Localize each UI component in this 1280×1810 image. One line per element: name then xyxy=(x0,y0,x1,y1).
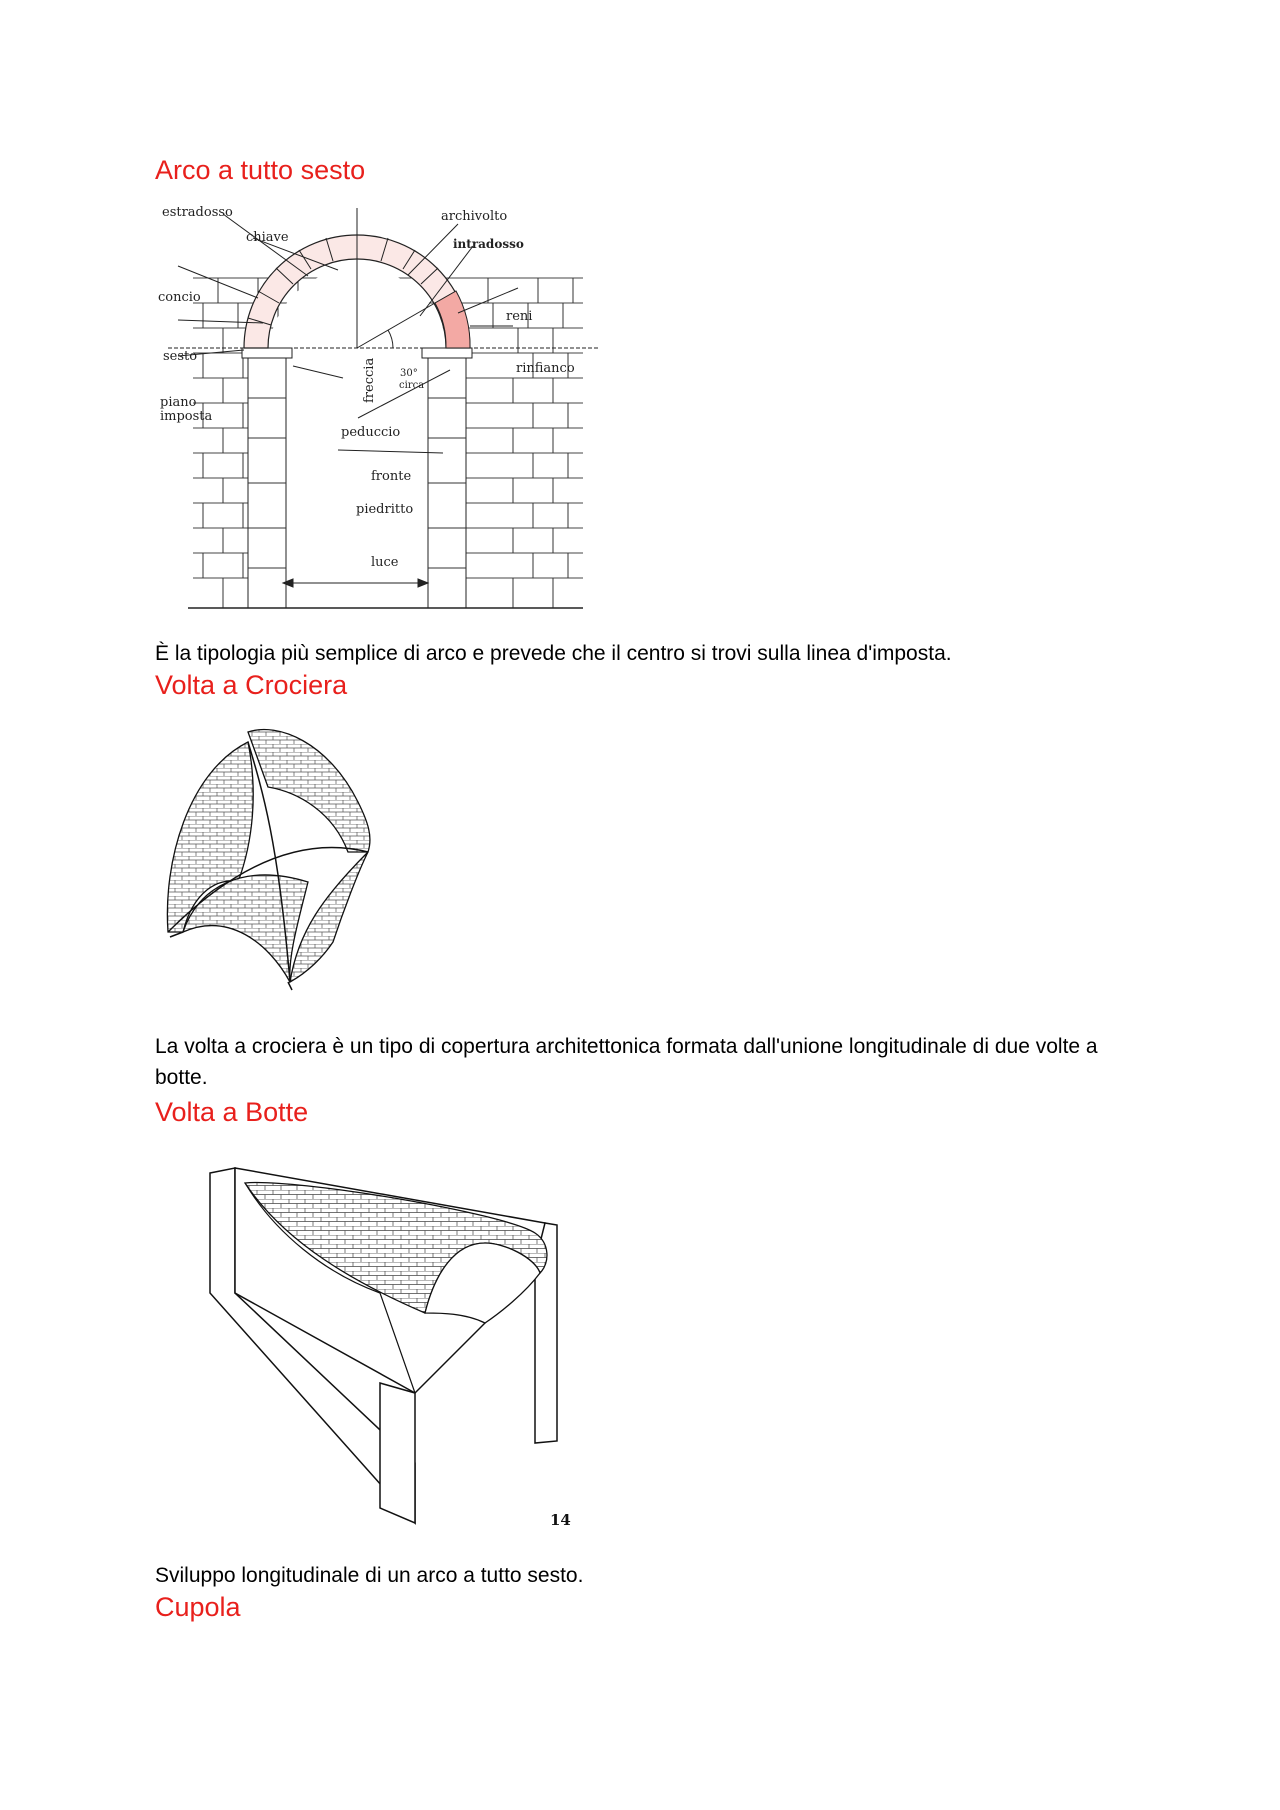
paragraph-botte: Sviluppo longitudinale di un arco a tutto sesto. xyxy=(155,1564,584,1587)
label-fronte: fronte xyxy=(371,469,412,484)
section-title-crociera: Volta a Crociera xyxy=(155,670,348,700)
paragraph-crociera: La volta a crociera è un tipo di copertura architettonica formata dall'unione longitudinale di due volte a botte. xyxy=(155,1035,1098,1089)
label-reni: reni xyxy=(506,309,533,324)
label-peduccio: peduccio xyxy=(341,425,401,440)
label-concio: concio xyxy=(158,290,201,305)
label-rinfianco: rinfianco xyxy=(516,361,575,376)
label-angle-note: circa xyxy=(399,380,425,391)
section-title-botte: Volta a Botte xyxy=(155,1097,309,1127)
section-title-arco: Arco a tutto sesto xyxy=(155,155,366,185)
brick-wall xyxy=(188,235,583,608)
label-chiave: chiave xyxy=(246,230,289,245)
label-imposta: imposta xyxy=(160,409,213,424)
label-piano: piano xyxy=(160,395,197,410)
cross-vault-drawing xyxy=(158,712,388,992)
label-freccia: freccia xyxy=(362,357,377,403)
barrel-vault-drawing xyxy=(205,1163,585,1533)
label-luce: luce xyxy=(371,555,399,570)
arch-diagram xyxy=(158,198,618,616)
paragraph-arco: È la tipologia più semplice di arco e prevede che il centro si trovi sulla linea d'imposta. xyxy=(155,642,952,665)
page-number: 14 xyxy=(550,1511,571,1529)
label-piedritto: piedritto xyxy=(356,502,414,517)
label-angle: 30° xyxy=(400,368,418,379)
label-intradosso: intradosso xyxy=(453,237,524,251)
label-archivolto: archivolto xyxy=(441,209,508,224)
label-sesto: sesto xyxy=(163,349,198,364)
label-estradosso: estradosso xyxy=(162,205,233,220)
section-title-cupola: Cupola xyxy=(155,1592,241,1622)
